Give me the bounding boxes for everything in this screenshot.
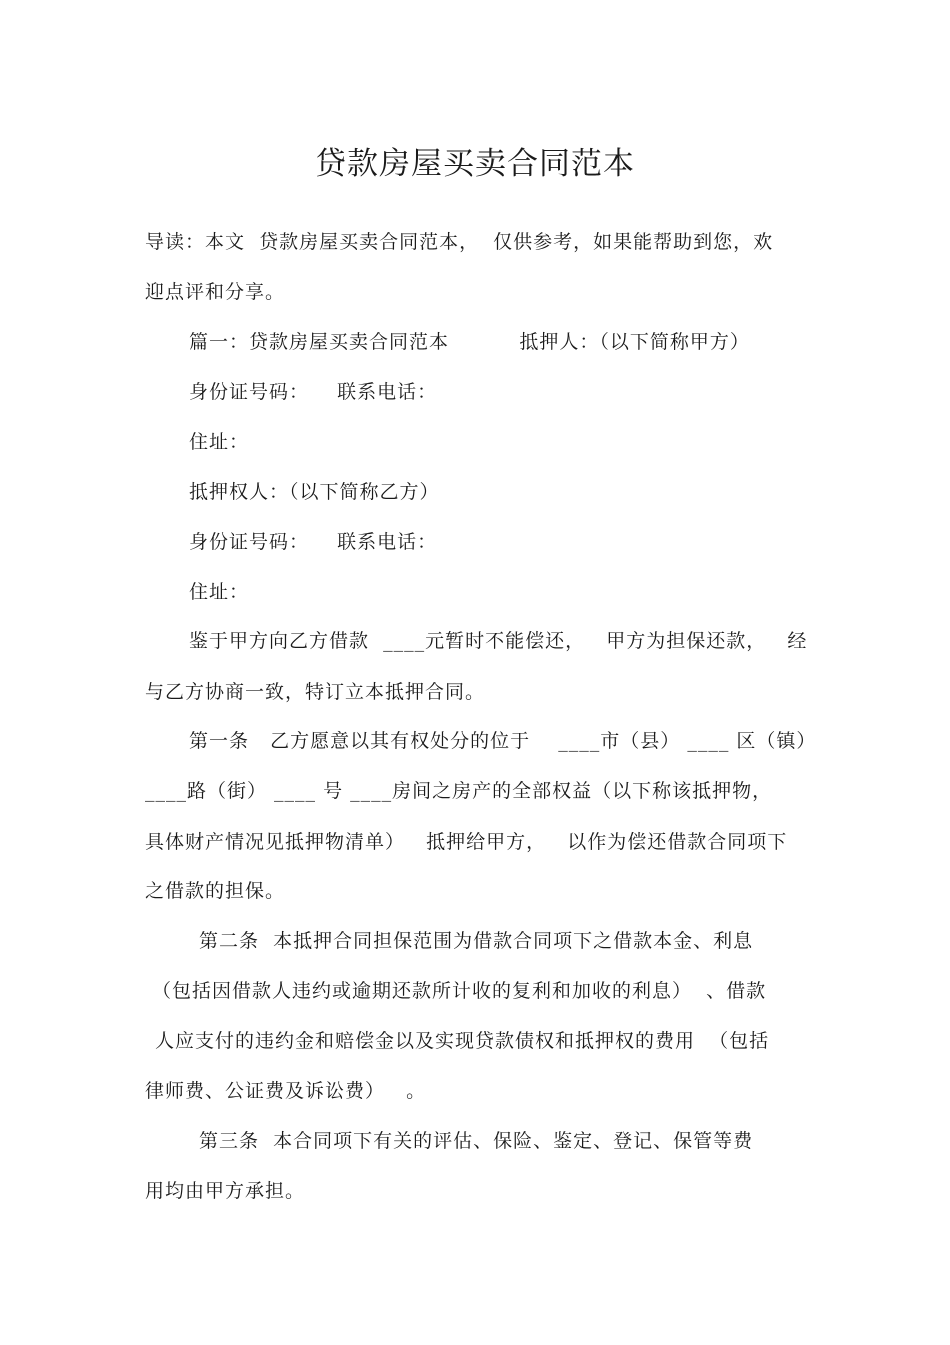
article-3-line-1: 第三条 本合同项下有关的评估、保险、鉴定、登记、保管等费 [199, 1130, 754, 1152]
chapter-heading-line: 篇一：贷款房屋买卖合同范本 抵押人：（以下简称甲方） [189, 331, 750, 353]
party-b-id-line: 身份证号码： 联系电话： [189, 531, 438, 553]
article-2-line-2: （包括因借款人违约或逾期还款所计收的复利和加收的利息） 、借款 [152, 980, 767, 1002]
article-2-line-3: 人应支付的违约金和赔偿金以及实现贷款债权和抵押权的费用 （包括 [155, 1030, 770, 1052]
party-b-heading-line: 抵押权人：（以下简称乙方） [189, 481, 440, 503]
party-a-address-line: 住址： [189, 431, 250, 453]
document-title: 贷款房屋买卖合同范本 [315, 146, 635, 182]
preamble-line-1: 鉴于甲方向乙方借款 ____元暂时不能偿还， 甲方为担保还款， 经 [189, 630, 808, 652]
article-1-line-4: 之借款的担保。 [145, 880, 286, 902]
article-2-line-1: 第二条 本抵押合同担保范围为借款合同项下之借款本金、利息 [199, 930, 754, 952]
article-1-line-1: 第一条 乙方愿意以其有权处分的位于 ____市（县） ____ 区（镇） [189, 730, 817, 752]
preamble-line-2: 与乙方协商一致，特订立本抵押合同。 [145, 681, 486, 703]
article-1-line-2: ____路（街） ____ 号 ____房间之房产的全部权益（以下称该抵押物， [145, 780, 773, 802]
article-3-line-2: 用均由甲方承担。 [145, 1180, 306, 1202]
article-1-line-3: 具体财产情况见抵押物清单） 抵押给甲方， 以作为偿还借款合同项下 [145, 831, 788, 853]
party-a-id-line: 身份证号码： 联系电话： [189, 381, 438, 403]
article-2-line-4: 律师费、公证费及诉讼费） 。 [145, 1080, 427, 1102]
party-b-address-line: 住址： [189, 581, 250, 603]
intro-line-1: 导读：本文 贷款房屋买卖合同范本， 仅供参考，如果能帮助到您，欢 [145, 231, 774, 253]
intro-line-2: 迎点评和分享。 [145, 281, 286, 303]
